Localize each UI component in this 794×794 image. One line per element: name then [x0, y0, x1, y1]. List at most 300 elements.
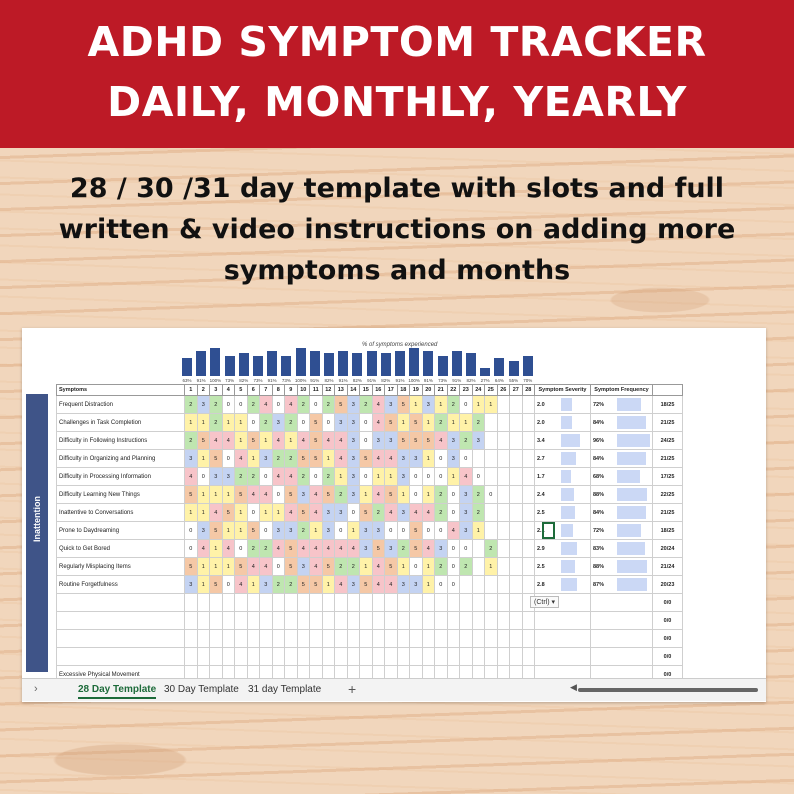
day-cell[interactable]: 0: [360, 414, 373, 432]
day-cell[interactable]: [472, 612, 485, 630]
day-cell[interactable]: 3: [447, 450, 460, 468]
day-cell[interactable]: [410, 612, 423, 630]
day-cell[interactable]: 4: [322, 540, 335, 558]
day-cell[interactable]: [197, 594, 210, 612]
day-cell[interactable]: [347, 612, 360, 630]
day-cell[interactable]: 4: [372, 486, 385, 504]
day-cell[interactable]: [510, 558, 523, 576]
day-cell[interactable]: 0: [485, 486, 498, 504]
day-cell[interactable]: [397, 630, 410, 648]
day-cell[interactable]: 0: [197, 468, 210, 486]
day-cell[interactable]: 1: [210, 558, 223, 576]
day-cell[interactable]: [460, 612, 473, 630]
day-cell[interactable]: 0: [397, 522, 410, 540]
day-cell[interactable]: 2: [372, 504, 385, 522]
day-cell[interactable]: [522, 468, 535, 486]
day-cell[interactable]: 5: [310, 450, 323, 468]
day-cell[interactable]: 5: [210, 450, 223, 468]
day-cell[interactable]: [522, 522, 535, 540]
day-cell[interactable]: 2: [322, 468, 335, 486]
day-cell[interactable]: [235, 630, 248, 648]
day-cell[interactable]: [372, 648, 385, 666]
day-cell[interactable]: 5: [410, 540, 423, 558]
day-cell[interactable]: [497, 396, 510, 414]
day-cell[interactable]: 1: [210, 486, 223, 504]
day-cell[interactable]: 1: [422, 576, 435, 594]
day-cell[interactable]: 4: [322, 432, 335, 450]
day-cell[interactable]: 4: [272, 432, 285, 450]
day-cell[interactable]: 4: [310, 486, 323, 504]
day-cell[interactable]: 1: [447, 414, 460, 432]
day-cell[interactable]: 0: [385, 522, 398, 540]
day-cell[interactable]: [510, 576, 523, 594]
day-cell[interactable]: 1: [185, 504, 198, 522]
day-cell[interactable]: [210, 594, 223, 612]
day-cell[interactable]: 5: [185, 558, 198, 576]
paste-options-button[interactable]: (Ctrl) ▾: [530, 596, 559, 608]
day-cell[interactable]: 2: [210, 414, 223, 432]
day-cell[interactable]: [285, 594, 298, 612]
day-cell[interactable]: 4: [210, 504, 223, 522]
day-cell[interactable]: [510, 612, 523, 630]
day-cell[interactable]: 1: [222, 414, 235, 432]
day-cell[interactable]: [297, 648, 310, 666]
day-cell[interactable]: 3: [372, 432, 385, 450]
day-cell[interactable]: [185, 594, 198, 612]
day-cell[interactable]: [222, 594, 235, 612]
day-cell[interactable]: 4: [335, 450, 348, 468]
day-cell[interactable]: 5: [297, 504, 310, 522]
day-cell[interactable]: 3: [447, 432, 460, 450]
day-cell[interactable]: 1: [197, 450, 210, 468]
day-cell[interactable]: [272, 594, 285, 612]
day-cell[interactable]: 1: [235, 522, 248, 540]
day-cell[interactable]: [435, 648, 448, 666]
selected-cell[interactable]: [542, 522, 555, 539]
day-cell[interactable]: 5: [210, 522, 223, 540]
day-cell[interactable]: 0: [235, 540, 248, 558]
day-cell[interactable]: 4: [285, 504, 298, 522]
day-cell[interactable]: 5: [397, 396, 410, 414]
day-cell[interactable]: 3: [460, 504, 473, 522]
day-cell[interactable]: [285, 648, 298, 666]
day-cell[interactable]: 1: [197, 504, 210, 522]
day-cell[interactable]: 4: [335, 576, 348, 594]
day-cell[interactable]: 2: [285, 576, 298, 594]
day-cell[interactable]: 4: [310, 540, 323, 558]
day-cell[interactable]: [235, 648, 248, 666]
day-cell[interactable]: [385, 594, 398, 612]
day-cell[interactable]: 3: [397, 450, 410, 468]
day-cell[interactable]: [510, 396, 523, 414]
day-cell[interactable]: 1: [197, 414, 210, 432]
day-cell[interactable]: [510, 504, 523, 522]
day-cell[interactable]: 4: [222, 540, 235, 558]
day-cell[interactable]: 1: [397, 558, 410, 576]
day-cell[interactable]: [260, 612, 273, 630]
day-cell[interactable]: 0: [447, 504, 460, 522]
day-cell[interactable]: [472, 648, 485, 666]
day-cell[interactable]: [310, 594, 323, 612]
day-cell[interactable]: [260, 648, 273, 666]
day-cell[interactable]: [510, 648, 523, 666]
day-cell[interactable]: 4: [335, 432, 348, 450]
day-cell[interactable]: 0: [410, 486, 423, 504]
day-cell[interactable]: [347, 630, 360, 648]
day-cell[interactable]: 5: [310, 432, 323, 450]
day-cell[interactable]: 3: [410, 576, 423, 594]
day-cell[interactable]: 3: [347, 576, 360, 594]
day-cell[interactable]: 4: [310, 558, 323, 576]
day-cell[interactable]: 0: [297, 414, 310, 432]
day-cell[interactable]: 5: [235, 558, 248, 576]
day-cell[interactable]: 3: [460, 522, 473, 540]
day-cell[interactable]: 3: [360, 522, 373, 540]
day-cell[interactable]: 2: [297, 396, 310, 414]
day-cell[interactable]: [310, 612, 323, 630]
day-cell[interactable]: [210, 648, 223, 666]
chevron-right-icon[interactable]: ›: [34, 683, 38, 695]
day-cell[interactable]: 0: [272, 486, 285, 504]
day-cell[interactable]: 1: [197, 558, 210, 576]
day-cell[interactable]: 3: [285, 522, 298, 540]
day-cell[interactable]: 0: [222, 450, 235, 468]
day-cell[interactable]: 2: [260, 414, 273, 432]
day-cell[interactable]: 5: [410, 432, 423, 450]
day-cell[interactable]: [385, 630, 398, 648]
day-cell[interactable]: 0: [410, 468, 423, 486]
day-cell[interactable]: 0: [247, 414, 260, 432]
day-cell[interactable]: [297, 594, 310, 612]
day-cell[interactable]: [360, 612, 373, 630]
day-cell[interactable]: 4: [422, 540, 435, 558]
day-cell[interactable]: [247, 648, 260, 666]
day-cell[interactable]: [385, 648, 398, 666]
scroll-left-icon[interactable]: ◀: [570, 682, 577, 692]
day-cell[interactable]: 5: [285, 558, 298, 576]
day-cell[interactable]: [210, 630, 223, 648]
day-cell[interactable]: 2: [185, 396, 198, 414]
day-cell[interactable]: 3: [297, 558, 310, 576]
day-cell[interactable]: [247, 630, 260, 648]
day-cell[interactable]: 5: [372, 540, 385, 558]
day-cell[interactable]: [385, 612, 398, 630]
day-cell[interactable]: [510, 486, 523, 504]
day-cell[interactable]: [522, 540, 535, 558]
day-cell[interactable]: [435, 612, 448, 630]
day-cell[interactable]: 2: [472, 414, 485, 432]
day-cell[interactable]: [335, 648, 348, 666]
day-cell[interactable]: 2: [397, 540, 410, 558]
day-cell[interactable]: [247, 594, 260, 612]
day-cell[interactable]: [460, 648, 473, 666]
day-cell[interactable]: [222, 612, 235, 630]
day-cell[interactable]: [460, 630, 473, 648]
day-cell[interactable]: 5: [310, 414, 323, 432]
day-cell[interactable]: 4: [185, 468, 198, 486]
day-cell[interactable]: 0: [335, 522, 348, 540]
day-cell[interactable]: 4: [372, 576, 385, 594]
day-cell[interactable]: [197, 630, 210, 648]
day-cell[interactable]: 1: [260, 432, 273, 450]
day-cell[interactable]: 0: [447, 486, 460, 504]
symptom-grid[interactable]: [56, 384, 683, 684]
day-cell[interactable]: 1: [410, 396, 423, 414]
day-cell[interactable]: 5: [410, 522, 423, 540]
day-cell[interactable]: [522, 648, 535, 666]
day-cell[interactable]: 1: [485, 396, 498, 414]
day-cell[interactable]: 3: [272, 522, 285, 540]
day-cell[interactable]: [185, 648, 198, 666]
day-cell[interactable]: 5: [210, 576, 223, 594]
day-cell[interactable]: 4: [235, 576, 248, 594]
day-cell[interactable]: 4: [247, 486, 260, 504]
day-cell[interactable]: [435, 630, 448, 648]
day-cell[interactable]: 1: [235, 414, 248, 432]
day-cell[interactable]: [497, 468, 510, 486]
day-cell[interactable]: 1: [472, 522, 485, 540]
day-cell[interactable]: [472, 450, 485, 468]
day-cell[interactable]: 4: [372, 414, 385, 432]
day-cell[interactable]: 3: [385, 396, 398, 414]
day-cell[interactable]: 4: [372, 450, 385, 468]
day-cell[interactable]: 1: [197, 486, 210, 504]
day-cell[interactable]: [210, 612, 223, 630]
day-cell[interactable]: [497, 612, 510, 630]
day-cell[interactable]: 2: [435, 558, 448, 576]
day-cell[interactable]: [447, 630, 460, 648]
day-cell[interactable]: 1: [247, 576, 260, 594]
day-cell[interactable]: [372, 630, 385, 648]
day-cell[interactable]: 0: [235, 396, 248, 414]
day-cell[interactable]: [222, 648, 235, 666]
day-cell[interactable]: 5: [185, 486, 198, 504]
day-cell[interactable]: [485, 594, 498, 612]
day-cell[interactable]: 5: [222, 504, 235, 522]
day-cell[interactable]: 3: [347, 396, 360, 414]
day-cell[interactable]: 1: [322, 576, 335, 594]
day-cell[interactable]: 5: [247, 432, 260, 450]
day-cell[interactable]: 5: [285, 486, 298, 504]
day-cell[interactable]: [422, 630, 435, 648]
day-cell[interactable]: 3: [410, 450, 423, 468]
day-cell[interactable]: [422, 594, 435, 612]
day-cell[interactable]: 3: [185, 450, 198, 468]
day-cell[interactable]: 3: [422, 396, 435, 414]
day-cell[interactable]: [510, 468, 523, 486]
day-cell[interactable]: 1: [260, 504, 273, 522]
day-cell[interactable]: 3: [272, 414, 285, 432]
tab-28-day-template[interactable]: 28 Day Template: [78, 684, 156, 699]
day-cell[interactable]: [497, 522, 510, 540]
day-cell[interactable]: 4: [247, 558, 260, 576]
day-cell[interactable]: [510, 630, 523, 648]
day-cell[interactable]: 4: [447, 522, 460, 540]
day-cell[interactable]: 1: [372, 468, 385, 486]
day-cell[interactable]: [347, 594, 360, 612]
day-cell[interactable]: 5: [385, 486, 398, 504]
day-cell[interactable]: 4: [260, 486, 273, 504]
day-cell[interactable]: [460, 576, 473, 594]
day-cell[interactable]: 3: [322, 522, 335, 540]
day-cell[interactable]: [310, 648, 323, 666]
day-cell[interactable]: 1: [422, 450, 435, 468]
day-cell[interactable]: 1: [235, 432, 248, 450]
day-cell[interactable]: 2: [335, 486, 348, 504]
day-cell[interactable]: 5: [335, 396, 348, 414]
day-cell[interactable]: [397, 648, 410, 666]
day-cell[interactable]: 4: [197, 540, 210, 558]
day-cell[interactable]: 1: [335, 468, 348, 486]
day-cell[interactable]: 4: [460, 468, 473, 486]
day-cell[interactable]: 1: [460, 414, 473, 432]
day-cell[interactable]: [497, 558, 510, 576]
day-cell[interactable]: 4: [272, 468, 285, 486]
day-cell[interactable]: 2: [285, 414, 298, 432]
day-cell[interactable]: 2: [460, 432, 473, 450]
day-cell[interactable]: 0: [422, 522, 435, 540]
day-cell[interactable]: [485, 576, 498, 594]
day-cell[interactable]: [322, 594, 335, 612]
day-cell[interactable]: 2: [435, 414, 448, 432]
day-cell[interactable]: 0: [435, 522, 448, 540]
day-cell[interactable]: 5: [397, 432, 410, 450]
day-cell[interactable]: 1: [322, 450, 335, 468]
day-cell[interactable]: [497, 540, 510, 558]
day-cell[interactable]: 1: [347, 522, 360, 540]
day-cell[interactable]: 3: [210, 468, 223, 486]
day-cell[interactable]: 4: [272, 540, 285, 558]
day-cell[interactable]: [435, 594, 448, 612]
day-cell[interactable]: [297, 630, 310, 648]
day-cell[interactable]: [497, 486, 510, 504]
day-cell[interactable]: 1: [385, 468, 398, 486]
day-cell[interactable]: 1: [397, 414, 410, 432]
day-cell[interactable]: [497, 432, 510, 450]
day-cell[interactable]: 0: [460, 540, 473, 558]
day-cell[interactable]: 2: [335, 558, 348, 576]
day-cell[interactable]: 5: [235, 486, 248, 504]
day-cell[interactable]: [447, 594, 460, 612]
day-cell[interactable]: [372, 594, 385, 612]
day-cell[interactable]: 2: [435, 504, 448, 522]
day-cell[interactable]: 0: [435, 576, 448, 594]
day-cell[interactable]: [285, 612, 298, 630]
day-cell[interactable]: 2: [272, 450, 285, 468]
day-cell[interactable]: [522, 396, 535, 414]
day-cell[interactable]: 1: [247, 450, 260, 468]
day-cell[interactable]: 4: [410, 504, 423, 522]
day-cell[interactable]: [522, 414, 535, 432]
day-cell[interactable]: 3: [397, 504, 410, 522]
tab-30-day-template[interactable]: 30 Day Template: [164, 684, 239, 695]
day-cell[interactable]: 0: [247, 504, 260, 522]
day-cell[interactable]: [197, 612, 210, 630]
day-cell[interactable]: 1: [435, 396, 448, 414]
day-cell[interactable]: 5: [197, 432, 210, 450]
day-cell[interactable]: [410, 648, 423, 666]
day-cell[interactable]: [260, 630, 273, 648]
day-cell[interactable]: 2: [297, 468, 310, 486]
day-cell[interactable]: [297, 612, 310, 630]
horizontal-scrollbar[interactable]: [578, 688, 758, 692]
day-cell[interactable]: 2: [285, 450, 298, 468]
day-cell[interactable]: 0: [447, 558, 460, 576]
day-cell[interactable]: 0: [447, 576, 460, 594]
day-cell[interactable]: [510, 594, 523, 612]
day-cell[interactable]: 1: [422, 486, 435, 504]
day-cell[interactable]: 0: [222, 396, 235, 414]
day-cell[interactable]: [235, 612, 248, 630]
day-cell[interactable]: 0: [410, 558, 423, 576]
day-cell[interactable]: 2: [297, 522, 310, 540]
day-cell[interactable]: [360, 594, 373, 612]
day-cell[interactable]: 2: [460, 558, 473, 576]
day-cell[interactable]: 3: [335, 504, 348, 522]
day-cell[interactable]: [335, 594, 348, 612]
day-cell[interactable]: 1: [422, 558, 435, 576]
day-cell[interactable]: 4: [222, 432, 235, 450]
day-cell[interactable]: [472, 576, 485, 594]
day-cell[interactable]: 4: [422, 504, 435, 522]
day-cell[interactable]: [485, 648, 498, 666]
day-cell[interactable]: 2: [210, 396, 223, 414]
day-cell[interactable]: 3: [385, 540, 398, 558]
day-cell[interactable]: [447, 648, 460, 666]
day-cell[interactable]: [485, 468, 498, 486]
day-cell[interactable]: 3: [460, 486, 473, 504]
day-cell[interactable]: [372, 612, 385, 630]
day-cell[interactable]: 1: [272, 504, 285, 522]
day-cell[interactable]: 0: [322, 414, 335, 432]
day-cell[interactable]: 4: [260, 558, 273, 576]
day-cell[interactable]: 4: [235, 450, 248, 468]
day-cell[interactable]: 4: [260, 396, 273, 414]
day-cell[interactable]: [222, 630, 235, 648]
day-cell[interactable]: [522, 432, 535, 450]
day-cell[interactable]: [510, 522, 523, 540]
day-cell[interactable]: [522, 504, 535, 522]
day-cell[interactable]: 3: [260, 450, 273, 468]
day-cell[interactable]: [510, 432, 523, 450]
day-cell[interactable]: 5: [410, 414, 423, 432]
tab-31-day-template[interactable]: 31 day Template: [248, 684, 322, 695]
day-cell[interactable]: [410, 630, 423, 648]
day-cell[interactable]: 1: [485, 558, 498, 576]
day-cell[interactable]: 3: [360, 540, 373, 558]
day-cell[interactable]: 3: [472, 432, 485, 450]
day-cell[interactable]: 4: [372, 396, 385, 414]
day-cell[interactable]: [510, 450, 523, 468]
day-cell[interactable]: [472, 540, 485, 558]
day-cell[interactable]: [272, 630, 285, 648]
day-cell[interactable]: [185, 630, 198, 648]
day-cell[interactable]: 0: [310, 396, 323, 414]
day-cell[interactable]: 4: [385, 576, 398, 594]
day-cell[interactable]: 0: [447, 540, 460, 558]
day-cell[interactable]: [272, 612, 285, 630]
day-cell[interactable]: [322, 612, 335, 630]
day-cell[interactable]: 0: [185, 540, 198, 558]
day-cell[interactable]: 1: [447, 468, 460, 486]
day-cell[interactable]: 3: [435, 540, 448, 558]
day-cell[interactable]: 0: [310, 468, 323, 486]
day-cell[interactable]: [522, 558, 535, 576]
day-cell[interactable]: [522, 486, 535, 504]
day-cell[interactable]: [472, 558, 485, 576]
day-cell[interactable]: 5: [310, 576, 323, 594]
day-cell[interactable]: [260, 594, 273, 612]
